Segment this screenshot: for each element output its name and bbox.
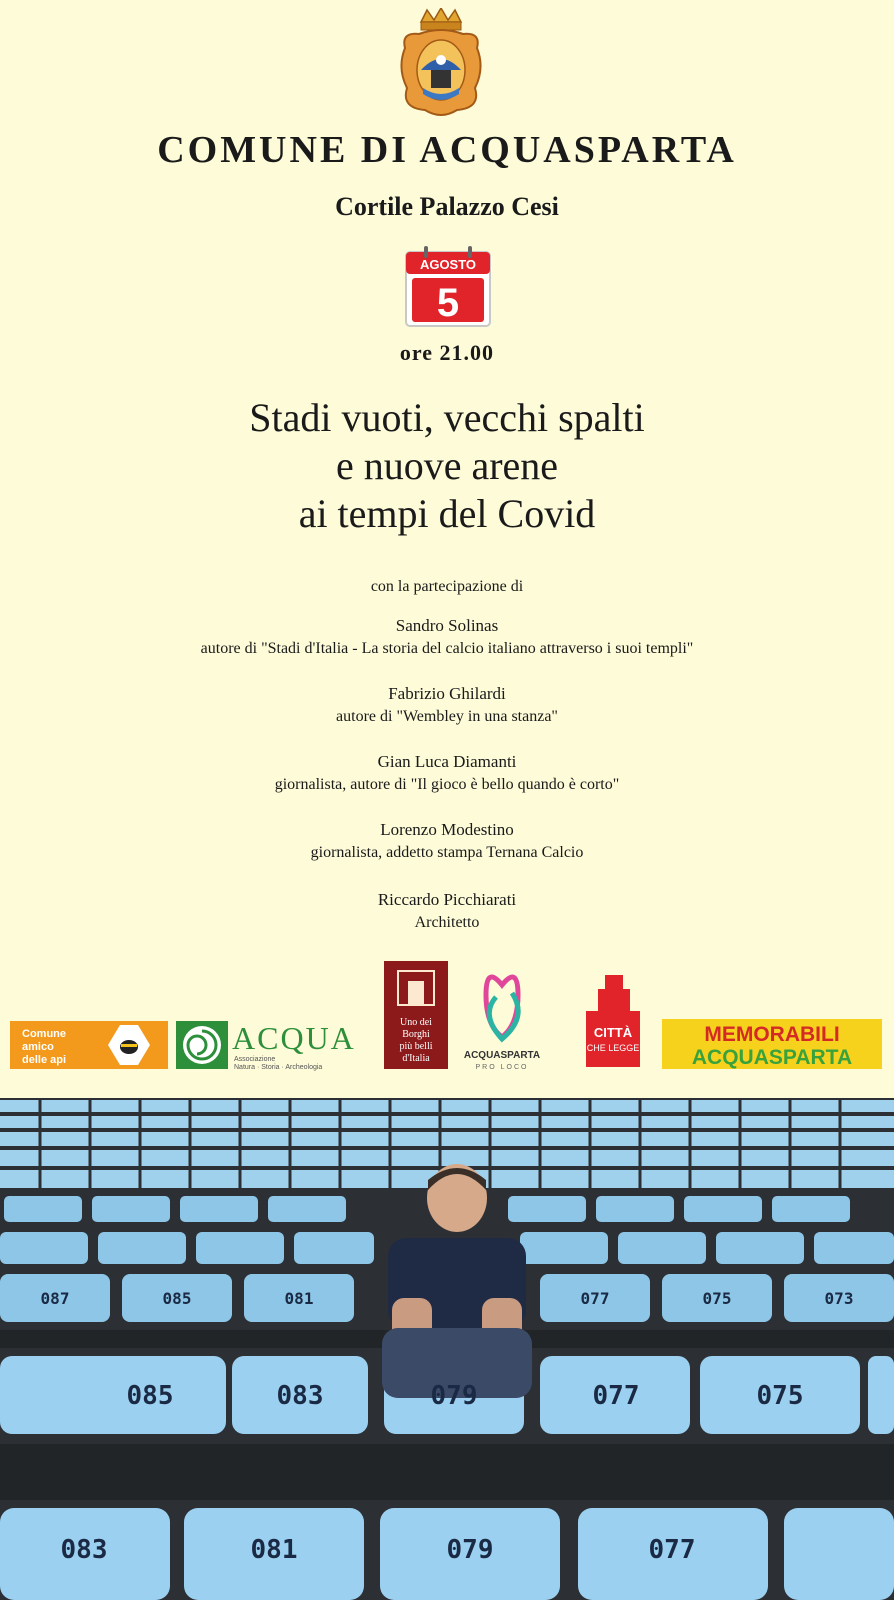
- seat-number: 087: [40, 1289, 70, 1308]
- participant-name: Fabrizio Ghilardi: [388, 684, 506, 703]
- seat-number: 079: [430, 1381, 478, 1411]
- participant-name: Lorenzo Modestino: [380, 820, 514, 839]
- seat-number: 081: [284, 1289, 314, 1308]
- venue-name: Cortile Palazzo Cesi: [335, 192, 559, 221]
- participant-role: Architetto: [414, 914, 480, 931]
- participant-role: giornalista, addetto stampa Ternana Calcio: [310, 844, 584, 861]
- seat-number: 077: [580, 1289, 610, 1308]
- svg-text:amico: amico: [22, 1041, 54, 1053]
- svg-text:ACQUA: ACQUA: [232, 1020, 356, 1056]
- svg-text:Natura · Storia · Archeologia: Natura · Storia · Archeologia: [234, 1064, 323, 1071]
- svg-text:CHE LEGGE: CHE LEGGE: [586, 1043, 640, 1053]
- logo-borghi-piu-belli: [384, 961, 448, 1069]
- svg-text:CITTÀ: CITTÀ: [593, 1025, 633, 1040]
- svg-text:d'Italia: d'Italia: [402, 1053, 430, 1064]
- svg-text:ACQUASPARTA: ACQUASPARTA: [463, 1050, 541, 1061]
- svg-text:Associazione: Associazione: [234, 1056, 276, 1063]
- seat-number: 083: [60, 1535, 108, 1565]
- seat-number: 075: [756, 1381, 804, 1411]
- calendar-month: AGOSTO: [419, 257, 477, 272]
- participant-role: giornalista, autore di "Il gioco è bello quando è corto": [274, 776, 620, 793]
- logo-citta-che-legge: [586, 975, 640, 1067]
- participant-name: Sandro Solinas: [395, 616, 499, 635]
- svg-text:Comune: Comune: [22, 1028, 66, 1040]
- svg-text:Uno dei: Uno dei: [400, 1017, 432, 1028]
- event-time: ore 21.00: [399, 340, 495, 365]
- participant-name: Gian Luca Diamanti: [377, 752, 517, 771]
- municipality-name: COMUNE DI ACQUASPARTA: [157, 129, 737, 171]
- empty-stadium-photo: [0, 1098, 894, 1600]
- participant-role: autore di "Stadi d'Italia - La storia del calcio italiano attraverso i suoi templi": [200, 640, 694, 657]
- seat-number: 085: [162, 1289, 192, 1308]
- svg-text:PRO LOCO: PRO LOCO: [475, 1064, 529, 1071]
- seat-number: 075: [702, 1289, 732, 1308]
- logo-acqua-associazione: [176, 1020, 356, 1071]
- svg-text:MEMORABILI: MEMORABILI: [704, 1023, 840, 1046]
- seat-number: 077: [648, 1535, 696, 1565]
- comune-crest-logo: [397, 8, 485, 120]
- seat-number: 079: [446, 1535, 494, 1565]
- event-title-line-2: e nuove arene: [335, 443, 559, 488]
- sponsor-logos: [0, 955, 894, 1090]
- seat-number: 081: [250, 1535, 298, 1565]
- logo-acquasparta-pro-loco: [464, 977, 540, 1071]
- svg-text:più belli: più belli: [399, 1041, 433, 1052]
- calendar-day: 5: [436, 281, 460, 325]
- svg-text:Borghi: Borghi: [402, 1029, 430, 1040]
- seat-number: 073: [824, 1289, 854, 1308]
- seat-number: 085: [126, 1381, 174, 1411]
- participant-role: autore di "Wembley in una stanza": [336, 708, 558, 725]
- svg-text:delle api: delle api: [22, 1054, 67, 1066]
- svg-text:ACQUASPARTA: ACQUASPARTA: [691, 1046, 853, 1069]
- logo-comune-amico-api: [10, 1021, 168, 1069]
- event-title-line-3: ai tempi del Covid: [298, 491, 596, 536]
- event-title-line-1: Stadi vuoti, vecchi spalti: [249, 395, 645, 440]
- participant-name: Riccardo Picchiarati: [377, 890, 517, 909]
- logo-memorabili-acquasparta: [662, 1019, 882, 1069]
- calendar-icon: [404, 246, 492, 328]
- seat-number: 083: [276, 1381, 324, 1411]
- participation-intro: con la partecipazione di: [370, 578, 524, 595]
- seat-number: 077: [592, 1381, 640, 1411]
